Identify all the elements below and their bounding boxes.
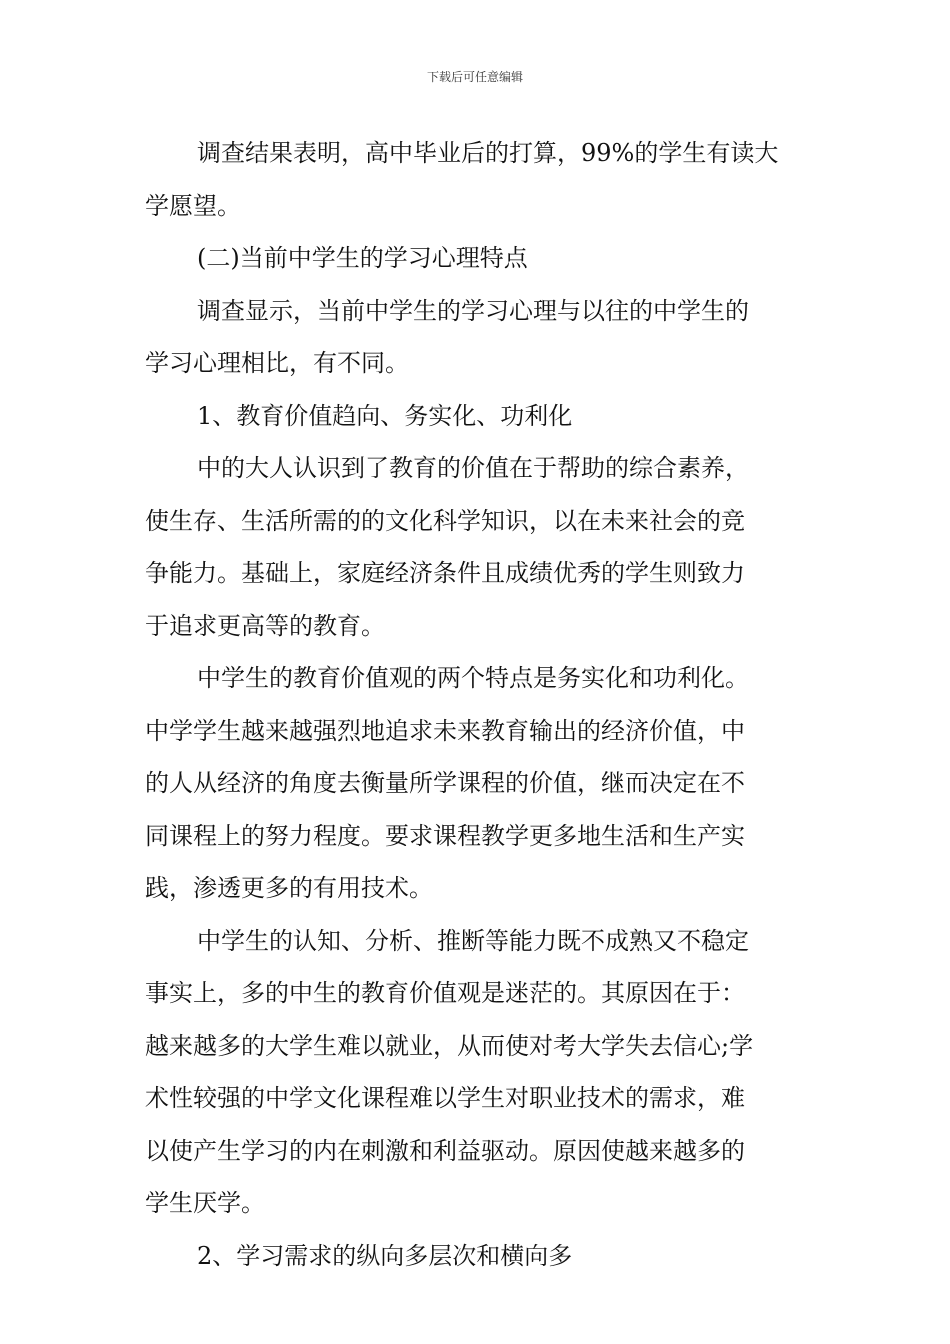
text-line: 中的大人认识到了教育的价值在于帮助的综合素养，: [197, 454, 749, 482]
text-line: 调查显示，当前中学生的学习心理与以往的中学生的: [197, 296, 749, 325]
text-line: 中学生的教育价值观的两个特点是务实化和功利化。: [197, 664, 749, 692]
text-line: 的人从经济的角度去衡量所学课程的价值，继而决定在不: [145, 769, 745, 797]
text-line: 越来越多的大学生难以就业，从而使对考大学失去信心;学: [145, 1031, 754, 1060]
text-line: 学生厌学。: [145, 1189, 265, 1217]
text-line: 学习心理相比，有不同。: [145, 349, 409, 377]
text-line: 践，渗透更多的有用技术。: [145, 874, 433, 902]
text-line: 调查结果表明，高中毕业后的打算，99%的学生有读大: [197, 139, 779, 167]
text-line: 术性较强的中学文化课程难以学生对职业技术的需求，难: [145, 1084, 745, 1112]
text-line: 于追求更高等的教育。: [145, 611, 385, 640]
text-line: 1、教育价值趋向、务实化、功利化: [197, 401, 573, 430]
text-line: 使生存、生活所需的的文化科学知识，以在未来社会的竞: [145, 506, 745, 535]
text-line: (二)当前中学生的学习心理特点: [197, 244, 528, 272]
text-line: 争能力。基础上，家庭经济条件且成绩优秀的学生则致力: [145, 559, 745, 587]
text-line: 以使产生学习的内在刺激和利益驱动。原因使越来越多的: [145, 1136, 745, 1165]
text-line: 学愿望。: [145, 191, 241, 220]
text-line: 中学生的认知、分析、推断等能力既不成熟又不稳定: [197, 926, 749, 955]
text-line: 同课程上的努力程度。要求课程教学更多地生活和生产实: [145, 821, 745, 850]
page-header: 下载后可任意编辑: [426, 70, 523, 84]
text-line: 2、学习需求的纵向多层次和横向多: [197, 1241, 573, 1270]
document-body: [145, 127, 810, 1282]
text-line: 中学学生越来越强烈地追求未来教育输出的经济价值，中: [145, 716, 745, 745]
text-line: 事实上，多的中生的教育价值观是迷茫的。其原因在于：: [145, 979, 745, 1007]
